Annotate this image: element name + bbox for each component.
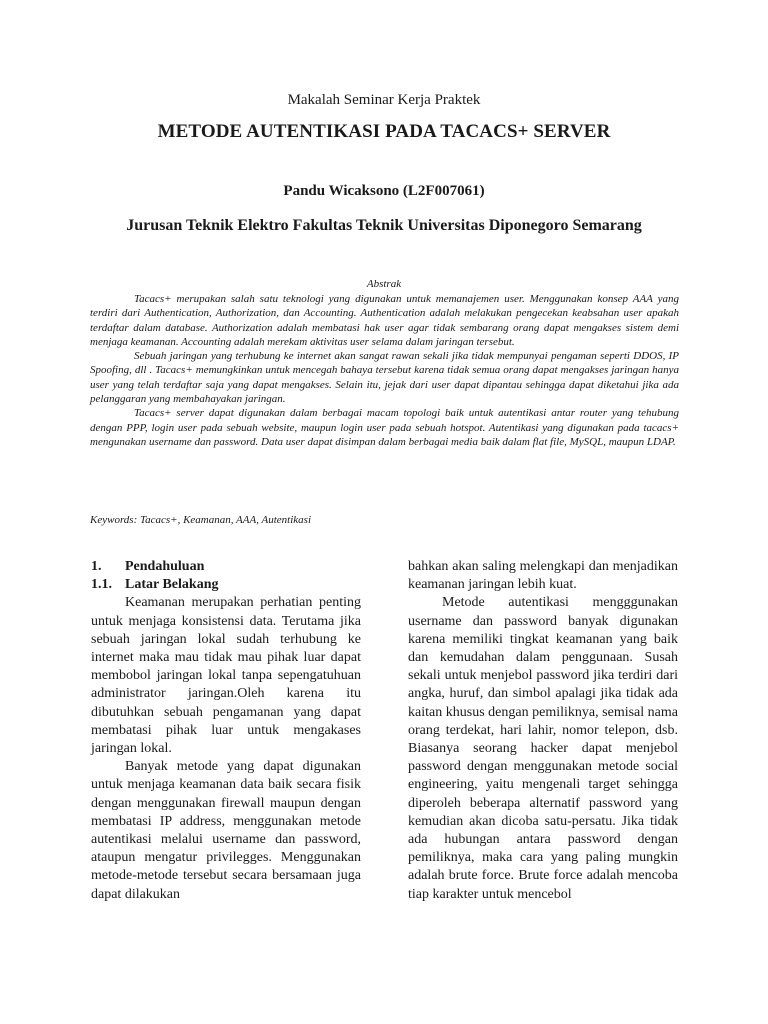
section-number: 1. (91, 559, 102, 574)
body-paragraph: Banyak metode yang dapat digunakan untuk menjaga keamanan data baik secara fisik dengan menggunakan firewall maupun dengan membatasi IP address, menggunakan metode autentikasi melalui username dan password, ataupun mengatur privilegges. Menggunakan metode-metode tersebut secara bersamaan juga dapat dilakukan (91, 759, 361, 902)
author-line: Pandu Wicaksono (L2F007061) (283, 183, 485, 199)
paper-title: METODE AUTENTIKASI PADA TACACS+ SERVER (157, 121, 611, 142)
abstract-paragraph: Tacacs+ server dapat digunakan dalam berbagai macam topologi baik untuk autentikasi antar router yang tehubung dengan PPP, login user pada sebuah website, maupun login user pada sebuah hotspot. Autentikasi yang digunakan pada tacacs+ mengunakan username dan password. Data user dapat disimpan dalam berbagai media baik dalam flat file, MySQL, maupun LDAP. (90, 407, 679, 448)
subsection-title: Latar Belakang (125, 577, 219, 593)
subsection-heading (91, 576, 361, 594)
left-column (91, 558, 361, 904)
keywords-line: Keywords: Tacacs+, Keamanan, AAA, Autentikasi (90, 514, 311, 526)
right-column (408, 558, 678, 904)
body-paragraph: bahkan akan saling melengkapi dan menjadikan keamanan jaringan lebih kuat. (408, 559, 678, 593)
body-paragraph: Metode autentikasi mengggunakan username dan password banyak digunakan karena memiliki tingkat keamanan yang baik dan kemudahan dalam penggunaan. Susah sekali untuk menjebol password jika terdiri dari angka, huruf, dan simbol apalagi jika tidak ada kaitan khusus dengan pemiliknya, semisal nama orang terdekat, hari lahir, nomor telepon, dsb. Biasanya seorang hacker dapat menjebol password dengan menggunakan metode social engineering, yaitu mengenali target sehingga diperoleh beberapa alternatif password yang kemudian akan dicoba satu-persatu. Jika tidak ada hubungan antara password dengan pemiliknya, maka cara yang paling mungkin adalah brute force. Brute force adalah mencoba tiap karakter untuk mencebol (408, 595, 678, 902)
abstract-heading: Abstrak (366, 278, 402, 290)
section-title: Pendahuluan (125, 559, 205, 574)
affiliation-line: Jurusan Teknik Elektro Fakultas Teknik Universitas Diponegoro Semarang (126, 217, 642, 234)
subsection-number: 1.1. (91, 577, 112, 593)
section-heading (91, 558, 361, 576)
abstract-body (90, 292, 679, 449)
body-paragraph: Keamanan merupakan perhatian penting untuk menjaga konsistensi data. Terutama jika sebuah jaringan lokal sudah terhubung ke internet maka mau tidak mau pihak luar dapat membobol jaringan lokal tanpa sepengatuhuan administrator jaringan.Oleh karena itu dibutuhkan sebuah pengamanan yang dapat membatasi pihak luar untuk mengakases jaringan lokal. (91, 595, 361, 757)
abstract-paragraph: Sebuah jaringan yang terhubung ke internet akan sangat rawan sekali jika tidak mempunyai pengaman seperti DDOS, IP Spoofing, dll . Tacacs+ memungkinkan untuk mencegah bahaya tersebut karena tidak semua orang dapat mengakses jaringan hanya user yang telah terdaftar saja yang dapat mengakses. Selain itu, jejak dari user dapat dipantau sehingga dapat diketahui jika ada pelanggaran yang membahayakan jaringan. (90, 350, 679, 406)
abstract-paragraph: Tacacs+ merupakan salah satu teknologi yang digunakan untuk memanajemen user. Menggunakan konsep AAA yang terdiri dari Authentication, Authorization, dan Accounting. Authentication adalah melakukan pengecekan keabsahan user apakah terdaftar dalam database. Authorization adalah membatasi hak user agar tidak sembarang orang dapat mengakses sistem demi menjaga keamanan. Accounting adalah merekam aktivitas user selama dalam jaringan tersebut. (90, 293, 679, 348)
series-title: Makalah Seminar Kerja Praktek (287, 92, 481, 108)
